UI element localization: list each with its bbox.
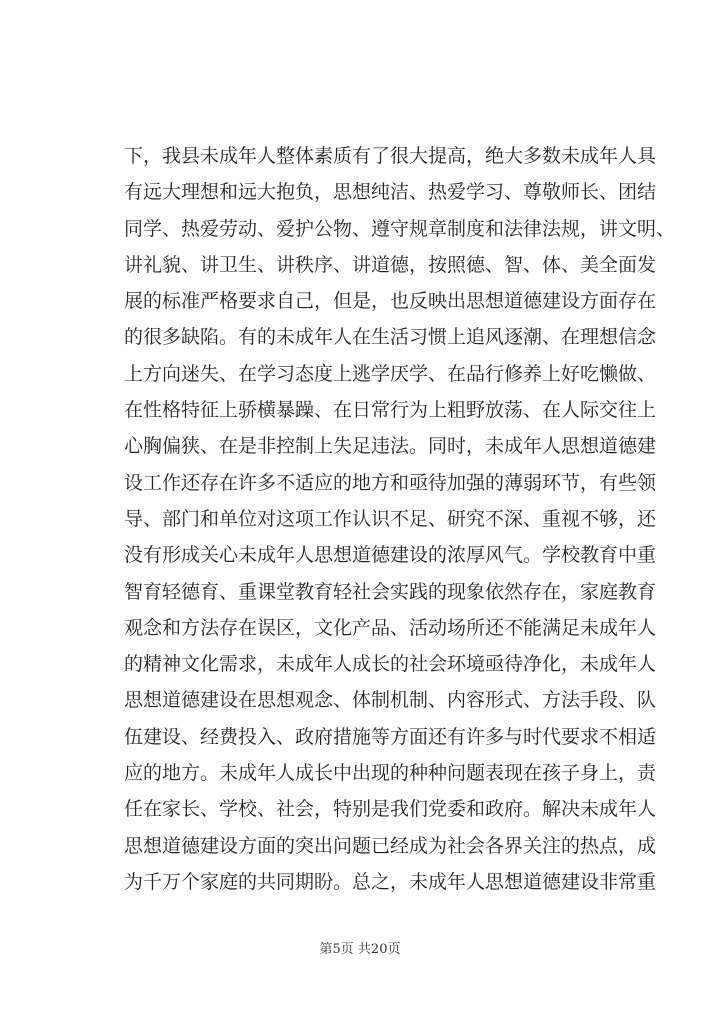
text-line: 思想道德建设在思想观念、体制机制、内容形式、方法手段、队 [124,689,657,712]
document-body [124,138,676,900]
text-line: 上方向迷失、在学习态度上逃学厌学、在品行修养上好吃懒做、 [124,362,657,385]
text-line: 展的标准严格要求自己，但是，也反映出思想道德建设方面存在 [124,290,657,313]
text-line: 设工作还存在许多不适应的地方和亟待加强的薄弱环节，有些领 [124,471,657,494]
text-line: 讲礼貌、讲卫生、讲秩序、讲道德，按照德、智、体、美全面发 [124,253,657,276]
text-line: 的很多缺陷。有的未成年人在生活习惯上追风逐潮、在理想信念 [124,326,657,349]
text-line: 心胸偏狭、在是非控制上失足违法。同时，未成年人思想道德建 [124,435,657,458]
text-line: 智育轻德育、重课堂教育轻社会实践的现象依然存在，家庭教育 [124,580,657,603]
text-line: 观念和方法存在误区，文化产品、活动场所还不能满足未成年人 [124,616,657,639]
text-line: 伍建设、经费投入、政府措施等方面还有许多与时代要求不相适 [124,725,657,748]
text-line: 有远大理想和远大抱负，思想纯洁、热爱学习、尊敬师长、团结 [124,181,657,204]
page-footer: 第5页 共20页 [319,942,401,957]
text-line: 在性格特征上骄横暴躁、在日常行为上粗野放荡、在人际交往上 [124,399,657,422]
text-line: 没有形成关心未成年人思想道德建设的浓厚风气。学校教育中重 [124,544,657,567]
text-line: 为千万个家庭的共同期盼。总之，未成年人思想道德建设非常重 [124,870,657,893]
text-line: 应的地方。未成年人成长中出现的种种问题表现在孩子身上，责 [124,762,657,785]
text-line: 导、部门和单位对这项工作认识不足、研究不深、重视不够，还 [124,507,657,530]
text-line: 同学、热爱劳动、爱护公物、遵守规章制度和法律法规，讲文明、 [124,217,676,240]
text-line: 思想道德建设方面的突出问题已经成为社会各界关注的热点，成 [124,834,657,857]
text-line: 下，我县未成年人整体素质有了很大提高，绝大多数未成年人具 [124,145,657,167]
text-line: 的精神文化需求，未成年人成长的社会环境亟待净化，未成年人 [124,653,657,676]
text-line: 任在家长、学校、社会，特别是我们党委和政府。解决未成年人 [124,798,657,821]
